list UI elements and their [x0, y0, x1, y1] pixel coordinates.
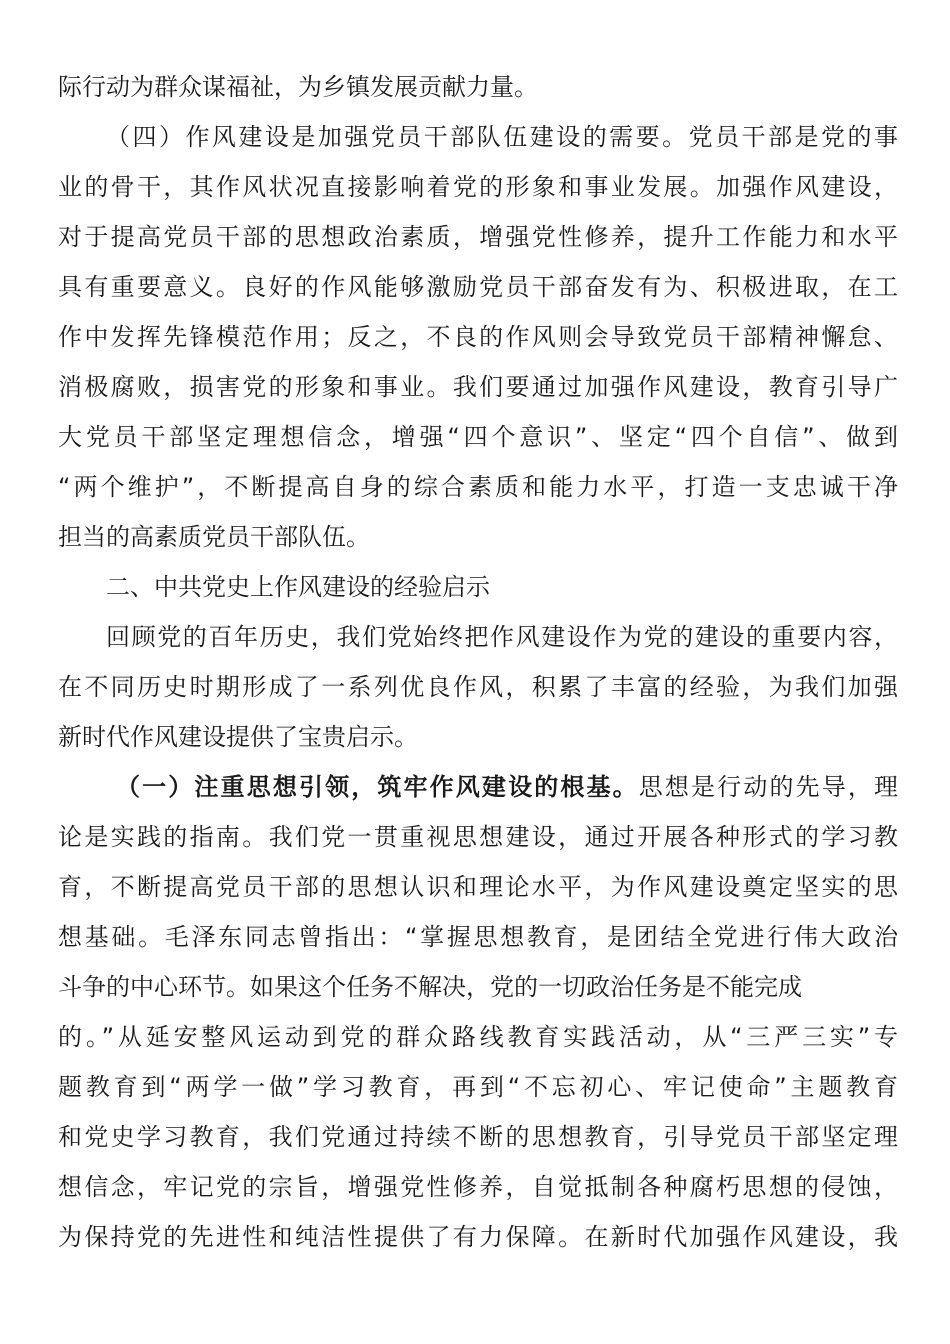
document-body [58, 62, 898, 1262]
text-line [58, 162, 898, 212]
body-text: 回顾党的百年历史，我们党始终把作风建设作为党的建设的重要内容， [106, 623, 898, 651]
text-line [58, 312, 898, 362]
body-text: 担当的高素质党员干部队伍。 [58, 523, 370, 551]
body-text: 斗争的中心环节。如果这个任务不解决，党的一切政治任务是不能完成 [58, 973, 802, 1001]
text-line [58, 112, 898, 162]
text-line [58, 512, 898, 562]
body-text: 思想是行动的先导，理 [638, 773, 899, 801]
text-line [58, 1012, 898, 1062]
text-line [58, 962, 898, 1012]
bold-heading-text: （一）注重思想引领，筑牢作风建设的根基。 [116, 773, 639, 801]
body-text: 二、中共党史上作风建设的经验启示 [106, 573, 490, 601]
body-text: “两个维护”，不断提高自身的综合素质和能力水平，打造一支忠诚干净 [58, 473, 898, 501]
body-text: 想信念，牢记党的宗旨，增强党性修养，自觉抵制各种腐朽思想的侵蚀， [58, 1173, 898, 1201]
text-line [58, 762, 898, 812]
text-line [58, 62, 898, 112]
body-text: 题教育到“两学一做”学习教育，再到“不忘初心、牢记使命”主题教育 [58, 1073, 898, 1101]
body-text: （四）作风建设是加强党员干部队伍建设的需要。党员干部是党的事 [106, 123, 898, 151]
body-text: 为保持党的先进性和纯洁性提供了有力保障。在新时代加强作风建设，我 [58, 1223, 898, 1251]
body-text: 在不同历史时期形成了一系列优良作风，积累了丰富的经验，为我们加强 [58, 673, 898, 701]
body-text: 业的骨干，其作风状况直接影响着党的形象和事业发展。加强作风建设， [58, 173, 898, 201]
text-line [58, 662, 898, 712]
body-text: 具有重要意义。良好的作风能够激励党员干部奋发有为、积极进取，在工 [58, 273, 898, 301]
text-line [58, 562, 898, 612]
text-line [58, 712, 898, 762]
text-line [58, 862, 898, 912]
text-line [58, 1162, 898, 1212]
text-line [58, 412, 898, 462]
text-line [58, 212, 898, 262]
body-text: 育，不断提高党员干部的思想认识和理论水平，为作风建设奠定坚实的思 [58, 873, 898, 901]
text-line [58, 812, 898, 862]
body-text: 论是实践的指南。我们党一贯重视思想建设，通过开展各种形式的学习教 [58, 823, 898, 851]
body-text: 际行动为群众谋福祉，为乡镇发展贡献力量。 [58, 73, 538, 101]
body-text: 想基础。毛泽东同志曾指出：“掌握思想教育，是团结全党进行伟大政治 [58, 923, 898, 951]
text-line [58, 912, 898, 962]
text-line [58, 262, 898, 312]
text-line [58, 612, 898, 662]
body-text: 的。”从延安整风运动到党的群众路线教育实践活动，从“三严三实”专 [58, 1023, 898, 1051]
body-text: 对于提高党员干部的思想政治素质，增强党性修养，提升工作能力和水平 [58, 223, 898, 251]
text-line [58, 1062, 898, 1112]
text-line [58, 462, 898, 512]
body-text: 大党员干部坚定理想信念，增强“四个意识”、坚定“四个自信”、做到 [58, 423, 898, 451]
text-line [58, 1212, 898, 1262]
body-text: 作中发挥先锋模范作用；反之，不良的作风则会导致党员干部精神懈怠、 [58, 323, 898, 351]
body-text: 新时代作风建设提供了宝贵启示。 [58, 723, 418, 751]
body-text: 消极腐败，损害党的形象和事业。我们要通过加强作风建设，教育引导广 [58, 373, 898, 401]
text-line [58, 1112, 898, 1162]
text-line [58, 362, 898, 412]
body-text: 和党史学习教育，我们党通过持续不断的思想教育，引导党员干部坚定理 [58, 1123, 898, 1151]
